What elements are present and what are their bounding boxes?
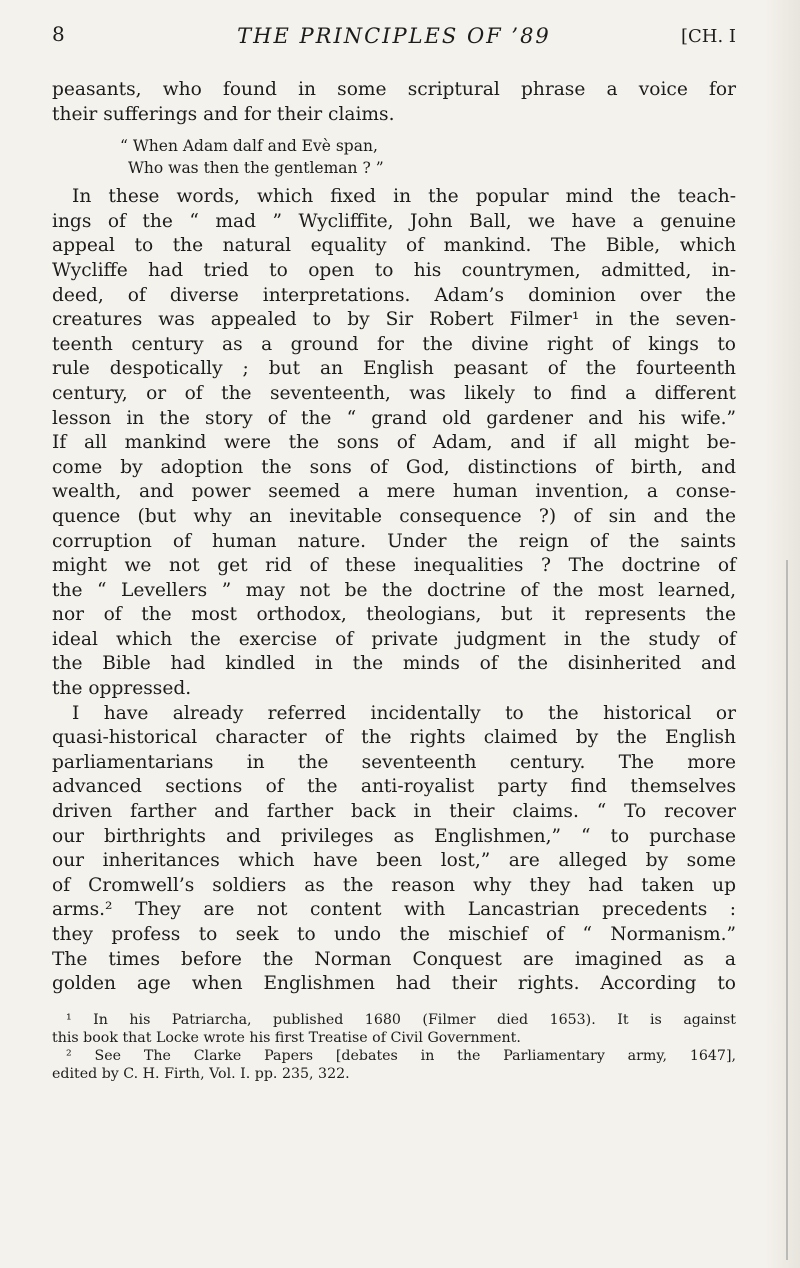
text-line: the oppressed. (52, 678, 192, 700)
text-line: I have already referred incidentally to the historical or (72, 702, 736, 724)
text-line: peasants, who found in some scriptural phrase a voice for (52, 79, 736, 100)
text-line: deed, of diverse interpretations. Adam’s dominion over the (52, 284, 736, 306)
footnote-line: ² See The Clarke Papers [debates in the Parliamentary army, 1647], (66, 1047, 736, 1064)
verse-line: Who was then the gentleman ? ” (128, 159, 384, 178)
text-line: the “ Levellers ” may not be the doctrine of the most learned, (52, 579, 736, 601)
text-line: come by adoption the sons of God, distinctions of birth, and (52, 456, 736, 478)
text-line: our birthrights and privileges as Englishmen,” “ to purchase (52, 825, 736, 847)
text-line: teenth century as a ground for the divine right of kings to (52, 333, 736, 355)
text-line: corruption of human nature. Under the reign of the saints (52, 530, 736, 552)
text-line: driven farther and farther back in their claims. “ To recover (52, 801, 736, 823)
footnotes (52, 1011, 736, 1083)
text-line: might we not get rid of these inequalities ? The doctrine of (52, 555, 736, 577)
text-line: ings of the “ mad ” Wycliffite, John Ball, we have a genuine (52, 210, 736, 232)
text-line: the Bible had kindled in the minds of the disinherited and (52, 653, 736, 675)
book-page (52, 14, 736, 1083)
text-line: appeal to the natural equality of mankind. The Bible, which (52, 235, 736, 257)
text-line: parliamentarians in the seventeenth century. The more (52, 751, 736, 773)
text-line: wealth, and power seemed a mere human invention, a conse- (52, 481, 736, 503)
text-line: advanced sections of the anti-royalist party find themselves (52, 776, 736, 798)
verse-line: “ When Adam dalf and Evè span, (120, 137, 378, 156)
text-line: they profess to seek to undo the mischief of “ Normanism.” (52, 924, 736, 945)
text-line: arms.² They are not content with Lancastrian precedents : (52, 899, 736, 921)
footnote-line: edited by C. H. Firth, Vol. I. pp. 235, 322. (52, 1065, 350, 1082)
text-line: creatures was appealed to by Sir Robert Filmer¹ in the seven- (52, 309, 736, 331)
text-line: If all mankind were the sons of Adam, and if all might be- (52, 432, 736, 454)
text-line: The times before the Norman Conquest are imagined as a (52, 948, 736, 970)
text-line: of Cromwell’s soldiers as the reason why they had taken up (52, 874, 736, 896)
text-line: lesson in the story of the “ grand old gardener and his wife.” (52, 407, 736, 429)
text-line: quasi-historical character of the rights claimed by the English (52, 727, 736, 749)
text-line: quence (but why an inevitable consequence ?) of sin and the (52, 505, 736, 527)
page-number: 8 (52, 22, 65, 46)
text-line: our inheritances which have been lost,” are alleged by some (52, 850, 736, 872)
text-line: their sufferings and for their claims. (52, 103, 395, 125)
footnote-line: ¹ In his Patriarcha, published 1680 (Filmer died 1653). It is against (66, 1011, 736, 1028)
page-edge-shadow (764, 0, 800, 1268)
text-line: golden age when Englishmen had their rights. According to (52, 973, 736, 995)
footnote-line: this book that Locke wrote his first Treatise of Civil Government. (52, 1029, 521, 1046)
running-header (52, 14, 736, 54)
running-title: THE PRINCIPLES OF ’89 (237, 24, 551, 48)
text-line: rule despotically ; but an English peasant of the fourteenth (52, 358, 736, 380)
body-text (52, 78, 736, 997)
text-line: Wycliffe had tried to open to his countrymen, admitted, in- (52, 259, 736, 281)
chapter-marker: [CH. I (680, 26, 736, 47)
text-line: nor of the most orthodox, theologians, but it represents the (52, 604, 736, 626)
text-line: In these words, which fixed in the popular mind the teach- (72, 186, 736, 208)
margin-rule (786, 560, 788, 1260)
text-line: ideal which the exercise of private judgment in the study of (52, 628, 736, 650)
text-line: century, or of the seventeenth, was likely to find a different (52, 382, 736, 404)
